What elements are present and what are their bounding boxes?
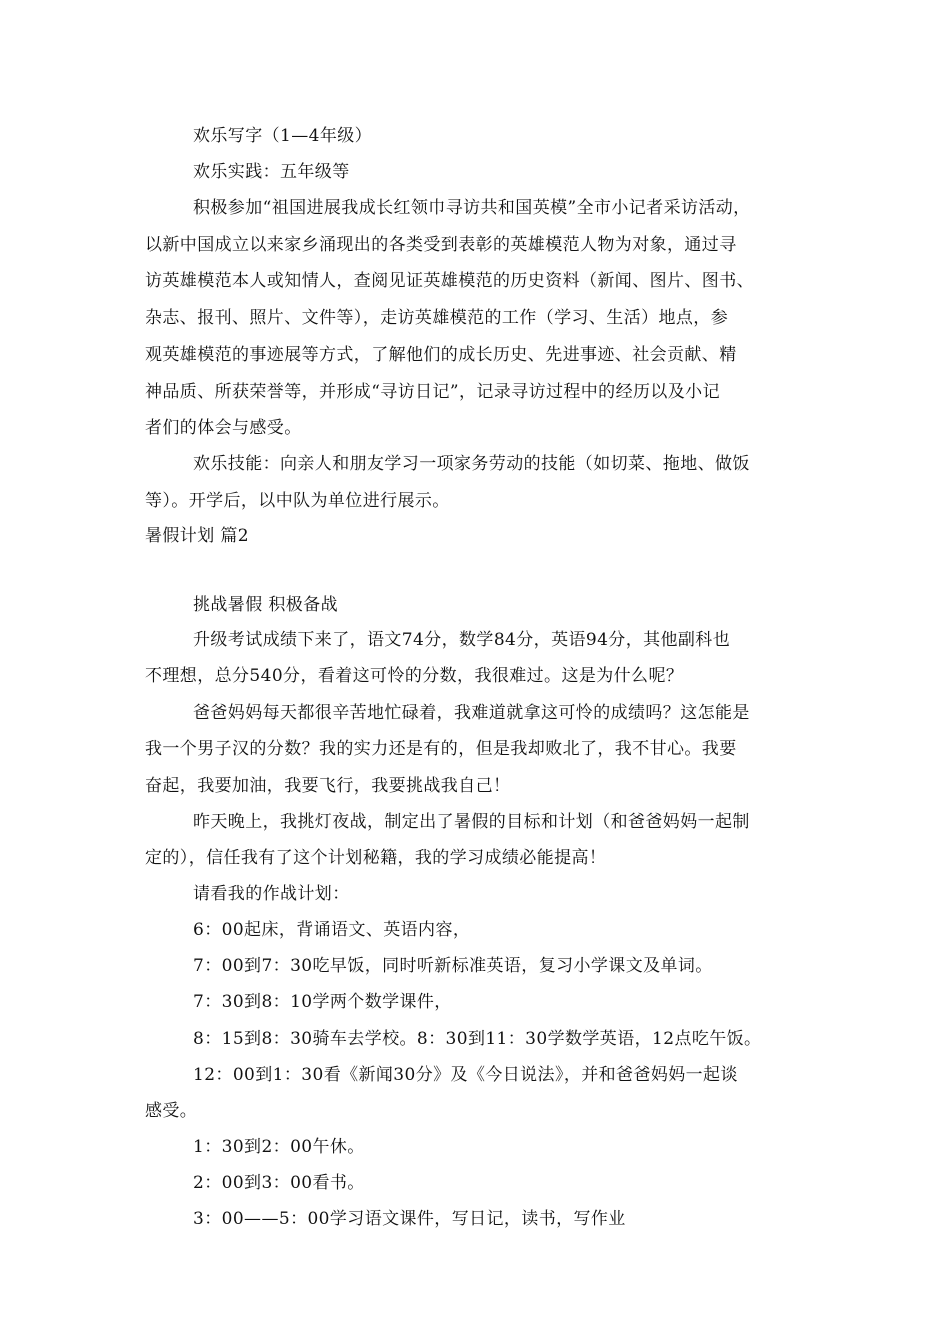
paragraph-line: 以新中国成立以来家乡涌现出的各类受到表彰的英雄模范人物为对象，通过寻: [145, 235, 737, 255]
schedule-item: 1：30到2：00午休。: [193, 1137, 365, 1157]
schedule-item: 6：00起床，背诵语文、英语内容，: [193, 920, 471, 940]
paragraph-line: 神品质、所获荣誉等，并形成“寻访日记”，记录寻访过程中的经历以及小记: [145, 382, 720, 402]
activity-writing: 欢乐写字（1—4年级）: [193, 126, 373, 146]
paragraph-line: 者们的体会与感受。: [145, 418, 302, 438]
paragraph-line: 昨天晚上，我挑灯夜战，制定出了暑假的目标和计划（和爸爸妈妈一起制: [193, 812, 750, 832]
paragraph-line: 爸爸妈妈每天都很辛苦地忙碌着，我难道就拿这可怜的成绩吗？这怎能是: [193, 703, 750, 723]
schedule-item: 12：00到1：30看《新闻30分》及《今日说法》，并和爸爸妈妈一起谈: [193, 1065, 738, 1085]
schedule-item: 7：00到7：30吃早饭，同时听新标准英语，复习小学课文及单词。: [193, 956, 713, 976]
paragraph-line: 定的），信任我有了这个计划秘籍，我的学习成绩必能提高！: [145, 848, 607, 868]
activity-practice: 欢乐实践：五年级等: [193, 162, 350, 182]
paragraph-line: 我一个男子汉的分数？我的实力还是有的，但是我却败北了，我不甘心。我要: [145, 739, 737, 759]
plan-intro: 请看我的作战计划：: [193, 884, 350, 904]
paragraph-line: 观英雄模范的事迹展等方式，了解他们的成长历史、先进事迹、社会贡献、精: [145, 345, 737, 365]
schedule-item: 7：30到8：10学两个数学课件，: [193, 992, 452, 1012]
paragraph-line: 不理想，总分540分，看着这可怜的分数，我很难过。这是为什么呢？: [145, 666, 684, 686]
paragraph-line: 积极参加“祖国进展我成长红领巾寻访共和国英模”全市小记者采访活动，: [193, 198, 751, 218]
essay-subtitle: 挑战暑假 积极备战: [193, 595, 339, 615]
paragraph-line: 杂志、报刊、照片、文件等），走访英雄模范的工作（学习、生活）地点，参: [145, 308, 729, 328]
section-heading: 暑假计划 篇2: [145, 526, 250, 546]
paragraph-line: 奋起，我要加油，我要飞行，我要挑战我自己！: [145, 776, 511, 796]
paragraph-line: 访英雄模范本人或知情人，查阅见证英雄模范的历史资料（新闻、图片、图书、: [145, 271, 754, 291]
schedule-item: 2：00到3：00看书。: [193, 1173, 365, 1193]
activity-skill: 等）。开学后，以中队为单位进行展示。: [145, 491, 450, 511]
schedule-item: 8：15到8：30骑车去学校。8：30到11：30学数学英语，12点吃午饭。: [193, 1029, 762, 1049]
schedule-item: 3：00——5：00学习语文课件，写日记，读书，写作业: [193, 1209, 626, 1229]
schedule-item: 感受。: [145, 1101, 198, 1121]
activity-skill: 欢乐技能：向亲人和朋友学习一项家务劳动的技能（如切菜、拖地、做饭: [193, 454, 750, 474]
paragraph-line: 升级考试成绩下来了，语文74分，数学84分，英语94分，其他副科也: [193, 630, 731, 650]
